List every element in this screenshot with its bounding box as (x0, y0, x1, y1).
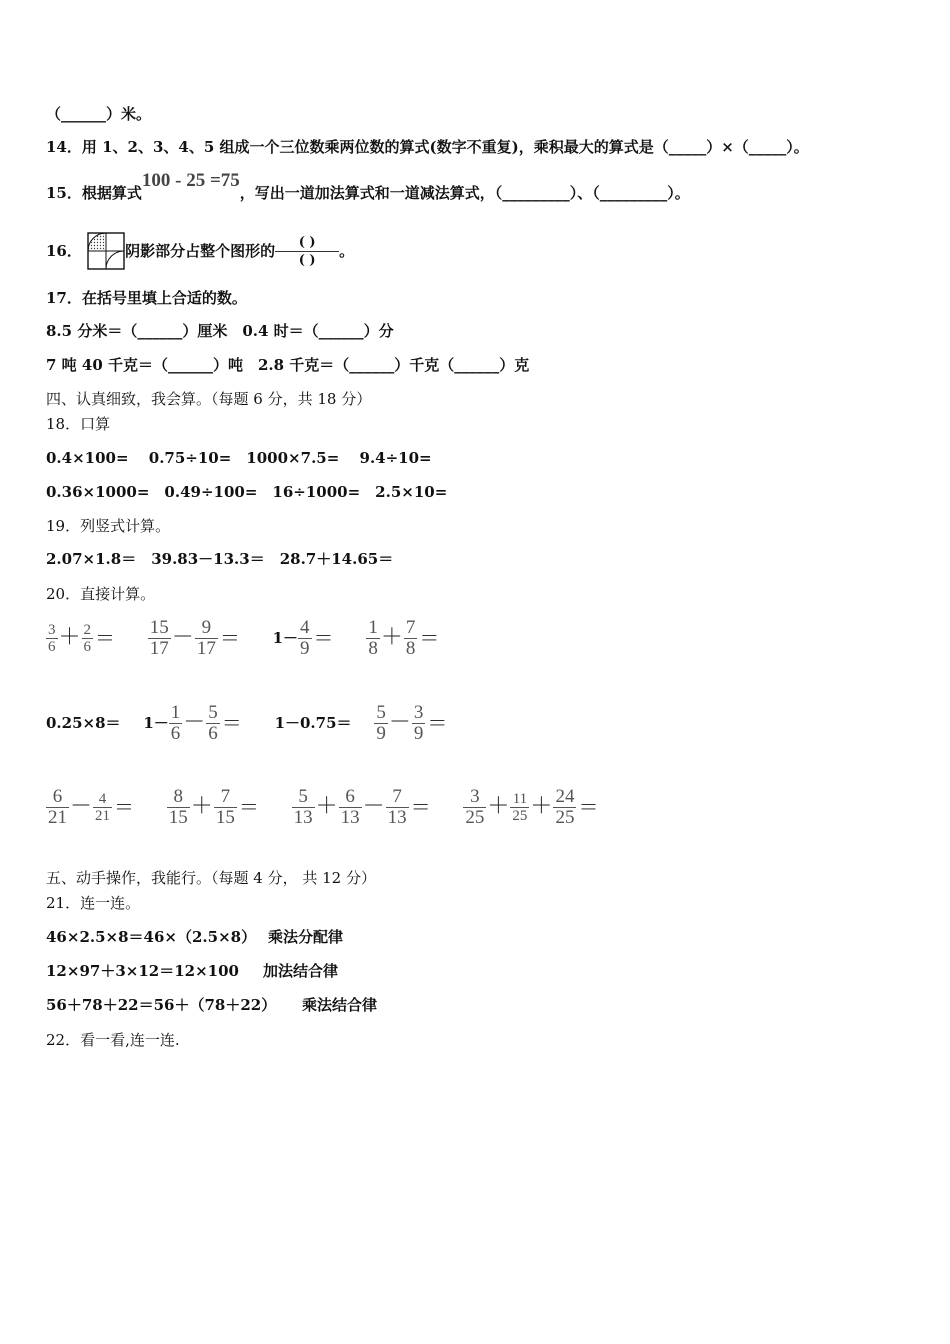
question-15 (46, 170, 690, 203)
equals: ＝ (313, 626, 334, 650)
numerator: 1 (170, 701, 181, 723)
question-17: 17．在括号里填上合适的数。 (46, 289, 247, 307)
question-16-text: 阴影部分占整个图形的 (125, 242, 276, 260)
question-15-suffix: ，写出一道加法算式和一道减法算式，（_________）、（_________）。 (239, 184, 690, 202)
fraction (82, 622, 94, 655)
numerator: 6 (345, 785, 355, 807)
calc-item: 1－0.75＝ (274, 714, 352, 732)
question-18-row-2: 0.36×1000= 0.49÷100= 16÷1000= 2.5×10= (46, 483, 448, 501)
denominator: 6 (208, 722, 218, 744)
operator: ＋ (58, 625, 81, 650)
fraction (553, 787, 576, 828)
numerator: 24 (555, 785, 575, 807)
operator: － (183, 710, 206, 735)
answer-line-meter: （______）米。 (46, 105, 152, 123)
calc-item (143, 700, 251, 745)
fraction (214, 787, 237, 828)
denominator: 9 (376, 722, 386, 744)
operator: ＋ (315, 794, 338, 819)
question-18-row-1: 0.4×100= 0.75÷10= 1000×7.5= 9.4÷10= (46, 449, 432, 467)
fraction (404, 618, 418, 659)
numerator: 6 (52, 785, 63, 807)
denominator: 9 (300, 637, 310, 659)
fraction (463, 787, 486, 828)
question-21: 21．连一连。 (46, 894, 141, 912)
equals: ＝ (114, 795, 135, 819)
operator: － (388, 710, 411, 735)
denominator: 25 (555, 806, 575, 828)
denominator: 8 (368, 637, 378, 659)
numerator: 3 (48, 621, 56, 638)
operator: － (171, 625, 194, 650)
numerator: 9 (201, 616, 212, 638)
fraction (46, 622, 58, 655)
shaded-square-figure (87, 232, 125, 270)
numerator: 7 (405, 616, 416, 638)
equals: ＝ (578, 795, 599, 819)
calc-item (366, 615, 449, 660)
denominator: 9 (413, 722, 424, 744)
calc-item (463, 784, 608, 829)
fraction (298, 618, 312, 659)
calc-item (273, 615, 344, 660)
calc-row-3 (46, 784, 626, 829)
denominator: 21 (95, 807, 111, 824)
question-17-row-1: 8.5 分米＝（______）厘米 0.4 时＝（______）分 (46, 322, 394, 340)
fraction (339, 787, 362, 828)
question-19: 19．列竖式计算。 (46, 517, 171, 535)
denominator: 6 (170, 722, 181, 744)
blank-fraction (275, 234, 339, 269)
section-5-title: 五、动手操作，我能行。（每题 4 分， 共 12 分） (46, 869, 376, 887)
question-18: 18．口算 (46, 415, 111, 433)
numerator: 4 (98, 790, 107, 807)
calc-item (374, 700, 457, 745)
denominator: 13 (340, 806, 360, 828)
fraction (195, 618, 218, 659)
fraction (167, 787, 190, 828)
section-4-title: 四、认真细致，我会算。（每题 6 分，共 18 分） (46, 390, 372, 408)
question-15-prefix: 15．根据算式 (46, 184, 142, 202)
fraction (148, 618, 171, 659)
fraction (206, 703, 220, 744)
operator: ＋ (530, 794, 553, 819)
numerator: 11 (512, 790, 528, 807)
operator: ＋ (190, 794, 213, 819)
denominator: 15 (215, 806, 235, 828)
calc-row-1 (46, 615, 467, 660)
fraction (412, 703, 426, 744)
question-14: 14．用 1、2、3、4、5 组成一个三位数乘两位数的算式(数字不重复)，乘积最大的算式是（_____）×（_____）。 (46, 138, 809, 156)
fraction (169, 703, 183, 744)
equals: ＝ (419, 626, 440, 650)
operator: － (70, 794, 93, 819)
operator: － (362, 794, 385, 819)
fraction (93, 791, 112, 824)
numerator: 4 (300, 616, 310, 638)
numerator: 2 (83, 621, 92, 638)
fraction (374, 703, 388, 744)
equals: ＝ (221, 711, 242, 735)
match-right-3: 乘法结合律 (302, 996, 378, 1014)
denominator: 17 (196, 637, 216, 659)
numerator: 7 (220, 785, 231, 807)
fraction (510, 791, 529, 824)
denominator: 15 (168, 806, 188, 828)
calc-item (292, 784, 441, 829)
denominator: 25 (512, 807, 528, 824)
fraction (386, 787, 409, 828)
calc-item (46, 784, 144, 829)
question-22: 22．看一看,连一连. (46, 1031, 180, 1049)
calc-row-2 (46, 700, 475, 745)
numerator: 5 (376, 701, 386, 723)
equals: ＝ (238, 795, 259, 819)
question-19-row-1: 2.07×1.8＝ 39.83－13.3＝ 28.7＋14.65＝ (46, 550, 394, 568)
numerator: 3 (413, 701, 424, 723)
fraction (46, 787, 69, 828)
denominator: 13 (387, 806, 407, 828)
denominator: 6 (83, 638, 92, 655)
equals: ＝ (95, 626, 116, 650)
formula-image: 100 - 25 =75 (141, 170, 240, 191)
numerator: 5 (208, 701, 218, 723)
operator: ＋ (380, 625, 403, 650)
match-left-2: 12×97＋3×12＝12×100 (46, 962, 239, 980)
blank-denominator: ( ) (275, 251, 339, 269)
operator: ＋ (487, 794, 510, 819)
numerator: 7 (392, 785, 402, 807)
question-20: 20．直接计算。 (46, 585, 156, 603)
calc-item (148, 615, 250, 660)
match-left-3: 56＋78＋22＝56＋（78＋22） (46, 996, 277, 1014)
question-16 (46, 232, 354, 272)
match-right-2: 加法结合律 (263, 962, 339, 980)
prefix: 1－ (272, 629, 299, 647)
calc-item (167, 784, 269, 829)
numerator: 8 (173, 785, 184, 807)
calc-item (46, 615, 125, 660)
question-16-number: 16． (46, 242, 82, 260)
fraction (292, 787, 315, 828)
numerator: 3 (470, 785, 480, 807)
numerator: 5 (298, 785, 308, 807)
numerator: 1 (368, 616, 378, 638)
denominator: 13 (293, 806, 313, 828)
denominator: 6 (48, 638, 56, 655)
calc-item: 0.25×8＝ (46, 714, 121, 732)
question-16-end: 。 (339, 242, 355, 260)
denominator: 17 (149, 637, 169, 659)
denominator: 8 (405, 637, 416, 659)
match-right-1: 乘法分配律 (268, 928, 344, 946)
equals: ＝ (427, 711, 448, 735)
prefix: 1－ (143, 714, 169, 732)
numerator: 15 (149, 616, 169, 638)
denominator: 21 (48, 806, 67, 828)
equals: ＝ (219, 626, 240, 650)
blank-numerator: ( ) (298, 234, 316, 250)
equals: ＝ (410, 795, 431, 819)
match-left-1: 46×2.5×8＝46×（2.5×8） (46, 928, 257, 946)
denominator: 25 (465, 806, 485, 828)
question-17-row-2: 7 吨 40 千克＝（______）吨 2.8 千克＝（______）千克（______）克 (46, 356, 530, 374)
fraction (366, 618, 380, 659)
